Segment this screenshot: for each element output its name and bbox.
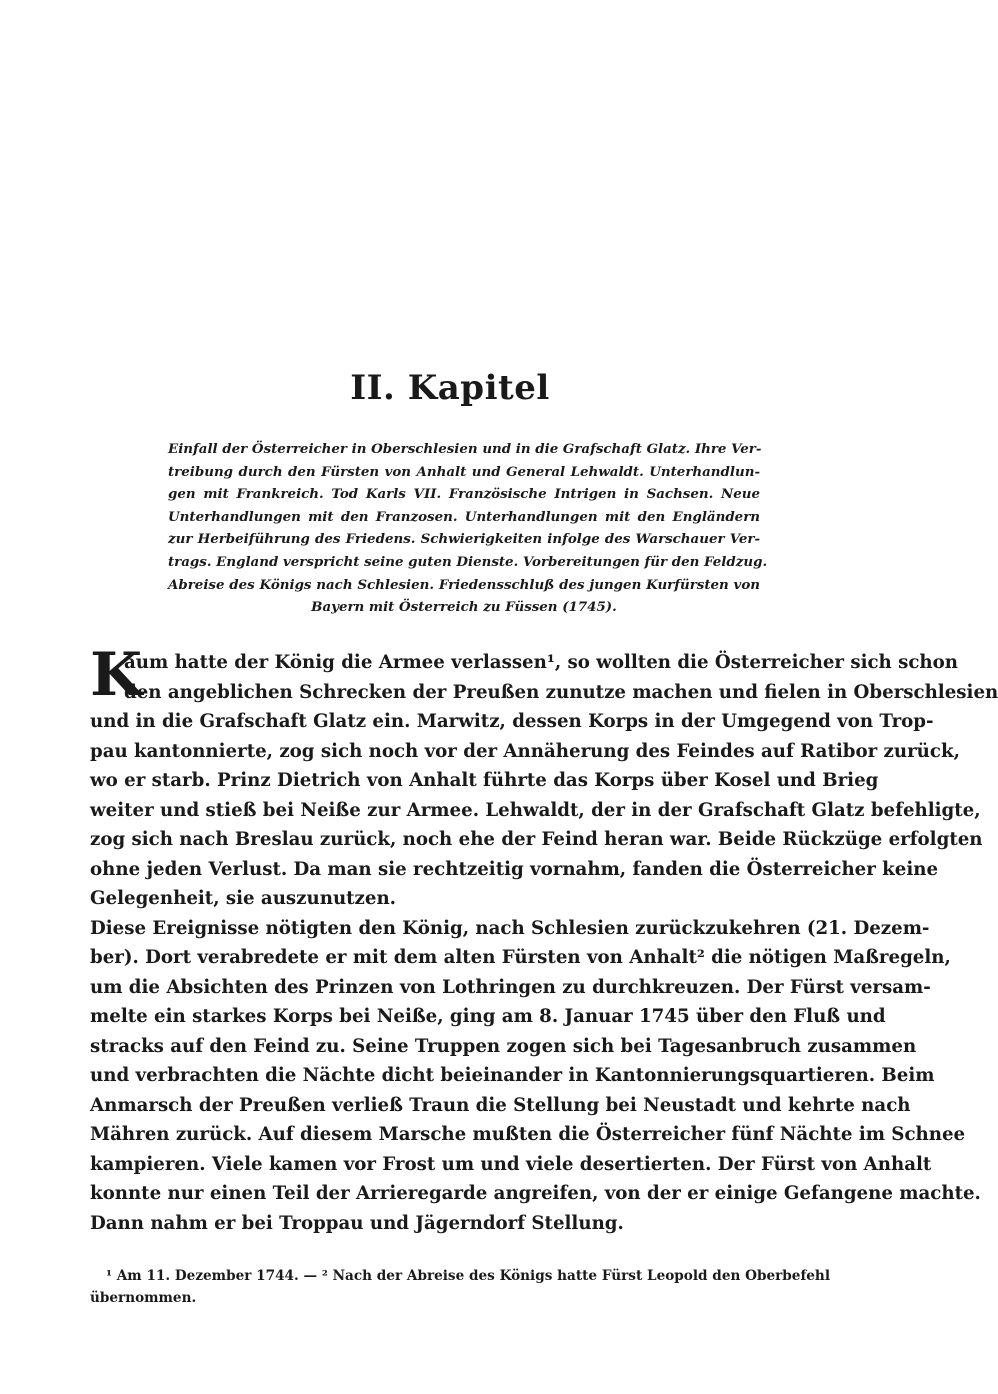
summary-line: Einfall der Österreicher in Oberschlesien und in die Grafschaft Glatz. Ihre Ver- [168, 441, 762, 457]
text-line: melte ein starkes Korps bei Neiße, ging am 8. Januar 1745 über den Fluß und [90, 1006, 886, 1027]
text-line: den angeblichen Schrecken der Preußen zunutze machen und fielen in Oberschlesien [124, 681, 998, 703]
paragraph-2 [90, 914, 981, 1239]
body-text [90, 648, 998, 1238]
footnote-line: übernommen. [90, 1290, 197, 1306]
summary-line: Unterhandlungen mit den Franzosen. Unterhandlungen mit den Engländern [168, 508, 760, 525]
text-line: kampieren. Viele kamen vor Frost um und viele desertierten. Der Fürst von Anhalt [90, 1153, 932, 1175]
text-line: pau kantonnierte, zog sich noch vor der Annäherung des Feindes auf Ratibor zurück, [90, 740, 960, 762]
text-line: und verbrachten die Nächte dicht beieinander in Kantonnierungsquartieren. Beim [90, 1065, 935, 1086]
text-line: aum hatte der König die Armee verlassen¹, so wollten die Österreicher sich schon [124, 652, 958, 673]
text-line: Diese Ereignisse nötigten den König, nach Schlesien zurückzukehren (21. Dezem- [90, 917, 930, 939]
drop-cap: K [90, 640, 143, 710]
text-line: Anmarsch der Preußen verließ Traun die Stellung bei Neustadt und kehrte nach [90, 1094, 911, 1116]
text-line: weiter und stieß bei Neiße zur Armee. Lehwaldt, der in der Grafschaft Glatz befehligte, [90, 799, 981, 821]
text-line: stracks auf den Feind zu. Seine Truppen zogen sich bei Tagesanbruch zusammen [90, 1035, 917, 1057]
chapter-title: II. Kapitel [350, 368, 550, 408]
summary-line: Abreise des Königs nach Schlesien. Friedensschluß des jungen Kurfürsten von [168, 576, 760, 593]
text-line: ohne jeden Verlust. Da man sie rechtzeitig vornahm, fanden die Österreicher keine [90, 858, 939, 880]
text-line: Dann nahm er bei Troppau und Jägerndorf Stellung. [90, 1212, 624, 1234]
text-line: um die Absichten des Prinzen von Lothringen zu durchkreuzen. Der Fürst versam- [90, 976, 931, 998]
footnotes [90, 1265, 830, 1309]
text-line: ber). Dort verabredete er mit dem alten Fürsten von Anhalt² die nötigen Maßregeln, [90, 947, 951, 968]
text-line: wo er starb. Prinz Dietrich von Anhalt führte das Korps über Kosel und Brieg [90, 770, 879, 791]
chapter-summary [168, 438, 768, 619]
paragraph-1 [90, 648, 998, 914]
summary-line: trags. England verspricht seine guten Dienste. Vorbereitungen für den Feldzug. [168, 553, 768, 570]
summary-line: gen mit Frankreich. Tod Karls VII. Französische Intrigen in Sachsen. Neue [168, 486, 760, 503]
summary-line: Bayern mit Österreich zu Füssen (1745). [311, 599, 617, 616]
summary-line: zur Herbeiführung des Friedens. Schwierigkeiten infolge des Warschauer Ver- [168, 531, 760, 548]
text-line: konnte nur einen Teil der Arrieregarde angreifen, von der er einige Gefangene machte. [90, 1183, 981, 1204]
summary-line: treibung durch den Fürsten von Anhalt und General Lehwaldt. Unterhandlun- [168, 463, 760, 480]
text-line: Mähren zurück. Auf diesem Marsche mußten die Österreicher fünf Nächte im Schnee [90, 1124, 966, 1145]
text-line: zog sich nach Breslau zurück, noch ehe der Feind heran war. Beide Rückzüge erfolgten [90, 829, 983, 850]
footnote-line: ¹ Am 11. Dezember 1744. — ² Nach der Abreise des Königs hatte Fürst Leopold den Oberbefehl [106, 1268, 830, 1284]
text-line: und in die Grafschaft Glatz ein. Marwitz, dessen Korps in der Umgegend von Trop- [90, 711, 934, 732]
text-line: Gelegenheit, sie auszunutzen. [90, 888, 397, 909]
